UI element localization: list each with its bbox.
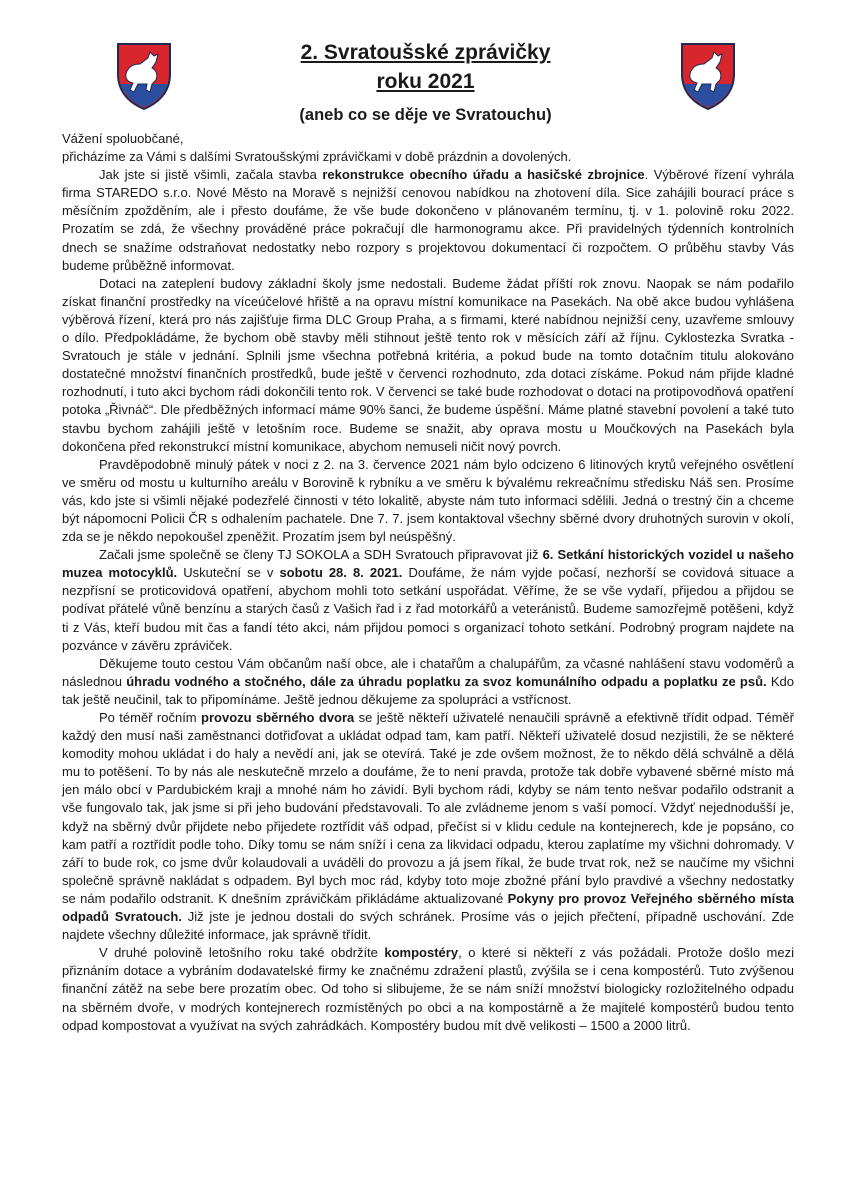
paragraph-composters xyxy=(62,944,794,1034)
letter-body xyxy=(62,130,794,1035)
bold-phrase: rekonstrukce obecního úřadu a hasičské zbrojnice xyxy=(322,167,645,183)
coat-of-arms-horse-icon xyxy=(112,40,176,112)
greeting: Vážení spoluobčané, xyxy=(62,131,184,146)
text-run: Děkujeme touto cestou Vám občanům naší obce, ale i chatařům a chalupářům, za včasné nahlášení stavu vodoměrů a následnou xyxy=(62,655,794,689)
paragraph-theft xyxy=(62,456,794,546)
paragraph-collection-yard xyxy=(62,709,794,944)
bold-phrase: Pokyny pro provoz Veřejného sběrného místa odpadů Svratouch. xyxy=(62,890,795,925)
text-run: Doufáme, že nám vyjde počasí, nezhorší se covidová situace a nezpřísní se proticovidová opatření, abychom mohli toto setkání uspořádat. Věříme, že se vše vydaří, přijedou a přijdou se podívat přátelé vůně benzínu a starých časů z Vašich řad i z řad motorkářů a veteránistů. Budeme samozřejmě potěšeni, když ti z Vás, kteří budou mít čas a fandí této akci, nám přijdou pomoci s organizací tohoto setkání. Podrobný program najdete na pozvánce v závěru zpráviček. xyxy=(62,565,794,653)
text-run: Dotaci na zateplení budovy základní školy jsme nedostali. Budeme žádat příští rok znovu. Naopak se nám podařilo získat finanční prostředky na víceúčelové hřiště a na opravu místní komunikace na Pasekách. Na obě akce budou vyhlášena výběrová řízení, která pro nás zajišťuje firma DLC Group Praha, a s firmami, které nabídnou nejnižší ceny, uzavřeme smlouvy o dílo. Předpokládáme, že bychom obě stavby měli stihnout ještě tento rok v měsících září až říjnu. Cyklostezka Svratka - Svratouch je stále v jednání. Splnili jsme všechna potřebná kritéria, a pokud bude na tomto dotačním titulu alokováno dostatečné množství finančních prostředků, bude ještě v červenci rozhodnuto, zda dotaci získáme. Pokud nám přijde kladné rozhodnutí, i tuto akci bychom rádi dokončili tento rok. V červenci se také bude rozhodovat o dotaci na protipovodňová opatření potoka „Řivnáč“. Dle předběžných informací máme 90% šanci, že budeme úspěšní. Máme platné stavební povolení a také tuto stavbu bychom zahájili ještě v letošním roce. Budeme se snažit, aby oprava mostu u Moučkových na Pasekách byla dokončena před rekonstrukcí místní komunikace, abychom nemuseli ničit nový povrch. xyxy=(62,275,794,454)
text-run: Jak jste si jistě všimli, začala stavba xyxy=(99,167,323,183)
bold-phrase: úhradu vodného a stočného, dále za úhradu poplatku za svoz komunálního odpadu a poplatku ze psů. xyxy=(126,673,767,689)
title-line-2: roku 2021 xyxy=(376,70,475,93)
text-run: Po téměř ročním xyxy=(99,710,202,725)
paragraph-historic-vehicles xyxy=(62,546,794,655)
text-run: se ještě někteří uživatelé nenaučili správně a efektivně třídit odpad. Téměř každý den musí naši zaměstnanci dotřiďovat a ukládat odpad tam, kam patří. Někteří uživatelé dosud nezjistili, že se některé komodity mohou ukládat i do haly a nevědí ani, jak se otevírá. Také je zde ovšem možnost, že to někdo dělá schválně a dělá mu to potěšení. To by nás ale neskutečně mrzelo a doufáme, že to není pravda, protože tak dobře vybavené sběrné místo má jen málo obcí v Pardubickém kraji a mnohé nám ho závidí. Byli bychom rádi, kdyby se nám tento nešvar podařilo odstranit a vše fungovalo tak, jak jsme si při jeho budování představovali. To ale zvládneme jenom s vaší pomocí. Vždyť nejednodušší je, když na sběrný dvůr přijdete nebo přijedete roztřídit váš odpad, přečíst si v klidu cedule na kontejnerech, kde je popsáno, co kam patří a roztřídit podle toho. Díky tomu se nám sníží i cena za likvidaci odpadu, kterou zaplatíme my všichni dohromady. V září to bude rok, co jsme dvůr kolaudovali a uváděli do provozu a já jsem říkal, že bude trvat rok, než se naučíme my všichni společně správně nakládat s odpadem. Byl bych moc rád, kdyby toto moje zbožné přání bylo pravdivé a všechny nedostatky se nám podařilo odstranit. K dnešním zprávičkám přikládáme aktualizované xyxy=(62,710,794,906)
text-run: Uskuteční se v xyxy=(177,565,280,581)
text-run: . Výběrové řízení vyhrála firma STAREDO s.r.o. Nové Město na Moravě s nejnižší cenovou nabídkou na zhotovení díla. Sice zahájili bourací práce s měsíčním zpožděním, ale i přesto doufáme, že vše bude dokončeno v plánovaném termínu, tj. v 1. polovině roku 2022. Prozatím se zdá, že všechny prováděné práce pokračují dle harmonogramu akce. Při pravidelných týdenních kontrolních dnech se snažíme odstraňovat nedostatky nebo rozpory s projektovou dokumentací či rozpočtem. O průběhu stavby Vás budeme průběžně informovat. xyxy=(62,167,795,273)
paragraph-grants xyxy=(62,275,794,456)
coat-of-arms-horse-icon xyxy=(676,40,740,112)
text-run: Pravděpodobně minulý pátek v noci z 2. na 3. července 2021 nám bylo odcizeno 6 litinových krytů veřejného osvětlení ve směru od mostu u kulturního areálu v Borovině k rybníku a ve směru k bývalému rekreačnímu středisku Náš sen. Prosíme vás, kdo jste si všimli nějaké podezřelé činnosti v této lokalitě, abyste nám tuto informaci sdělili. Jedná o trestný čin a chceme být nápomocni Policii ČR s odhalením pachatele. Dne 7. 7. jsem kontaktoval všechny sběrné dvory druhotných surovin v okolí, zda se je někdo nepokoušel zpeněžit. Prozatím jsem byl neúspěšný. xyxy=(62,456,794,545)
text-run: Začali jsme společně se členy TJ SOKOLA a SDH Svratouch připravovat již xyxy=(99,547,543,563)
intro: přicházíme za Vámi s dalšími Svratoušskými zprávičkami v době prázdnin a dovolených. xyxy=(62,149,572,165)
title-line-1: 2. Svratoušské zprávičky xyxy=(300,41,551,64)
text-run: Kdo tak ještě neučinil, tak to připomínáme. Ještě jednou děkujeme za spolupráci a vstřícnost. xyxy=(62,673,794,707)
paragraph-office-reconstruction xyxy=(62,166,794,275)
page-header xyxy=(200,38,651,96)
bold-phrase: kompostéry xyxy=(384,945,459,961)
text-run: V druhé polovině letošního roku také obdržíte xyxy=(99,945,385,961)
paragraph-payments xyxy=(62,655,794,709)
text-run: Již jste je jednou dostali do svých schránek. Prosíme vás o jejich přečtení, případně uschování. Zde najdete všechny důležité informace, jak správně třídit. xyxy=(62,909,794,943)
bold-phrase: sobotu 28. 8. 2021. xyxy=(279,565,403,581)
text-run: , o které si někteří z vás požádali. Protože došlo mezi přiznáním dotace a vybráním dodavatelské firmy ke značnému zdražení plastů, zvýšila se i cena kompostérů. Tuto zvýšenou finanční zátěž na sebe bere prozatím obec. Od toho si slibujeme, že se nám sníží množství biologicky rozložitelného odpadu na sběrném dvoře, v modrých kontejnerech rozmístěných po obci a na kompostárně a že majitelé kompostérů budou tento odpad kompostovat a využívat na svých zahrádkách. Kompostéry budou mít dvě velikosti – 1500 a 2000 litrů. xyxy=(62,945,794,1033)
subtitle: (aneb co se děje ve Svratouchu) xyxy=(299,106,552,124)
bold-phrase: provozu sběrného dvora xyxy=(201,710,355,725)
bold-phrase: 6. Setkání historických vozidel u našeho muzea motocyklů. xyxy=(62,547,794,581)
